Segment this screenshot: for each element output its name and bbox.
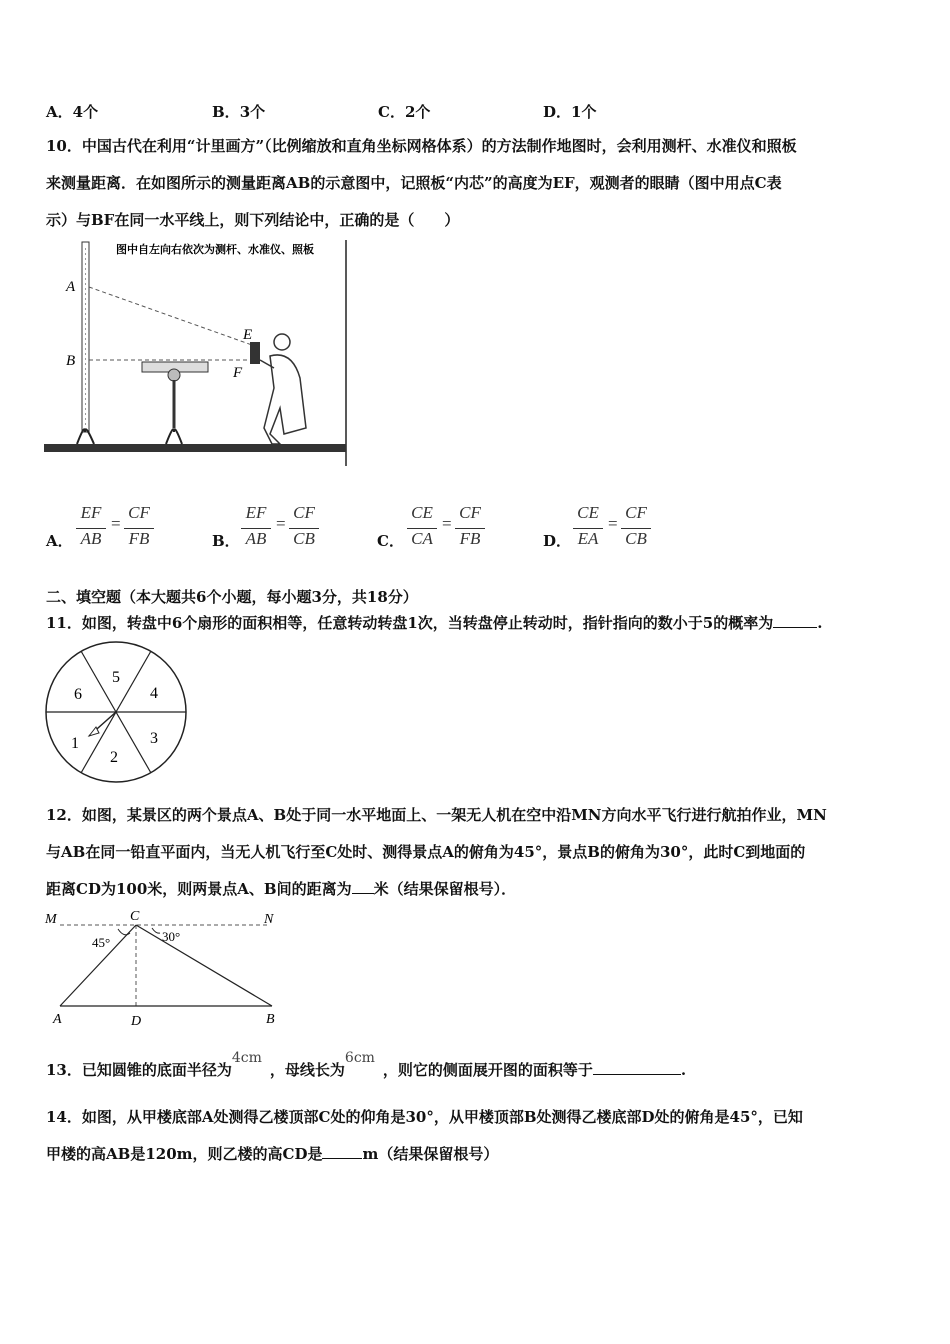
label-m: M (45, 912, 57, 927)
q10-line-1: 10．中国古代在利用“计里画方”（比例缩放和直角坐标网格体系）的方法制作地图时，会利用测杆、水准仪和照板 (46, 137, 797, 155)
option-letter: B． (212, 532, 240, 550)
denominator: AB (245, 529, 267, 548)
option-text: 2个 (404, 103, 431, 121)
equals-sign: = (111, 514, 121, 533)
q10-measurement-figure (44, 238, 350, 468)
q13-text: 13．已知圆锥的底面半径为 (46, 1061, 232, 1079)
q14-text-end: m（结果保留根号） (362, 1145, 499, 1163)
q12-text-end: 米（结果保留根号）． (373, 880, 517, 898)
option-letter: A． (46, 103, 73, 121)
label-c: C (130, 909, 140, 924)
ground (44, 444, 346, 452)
option-text: 4个 (72, 103, 99, 121)
answer-blank (773, 627, 817, 628)
numerator: CF (293, 503, 315, 522)
q13-line (46, 1050, 687, 1081)
q10-line-2: 来测量距离．在如图所示的测量距离AB的示意图中，记照板“内芯”的高度为EF，观测者的眼睛（图中用点C表 (46, 174, 782, 192)
q9-option-d (543, 101, 596, 122)
sector-label: 3 (150, 730, 158, 747)
q12-text: 距离CD为100米，则两景点A、B间的距离为 (46, 880, 352, 898)
q10-line-3: 示）与BF在同一水平线上，则下列结论中，正确的是（ ） (46, 211, 460, 229)
slant-height-value: 6cm (344, 1050, 375, 1066)
q12-drone-figure (44, 906, 284, 1030)
angle-label-45: 45° (92, 935, 111, 950)
denominator: EA (577, 529, 599, 548)
option-text: 3个 (239, 103, 266, 121)
q9-option-a (46, 101, 98, 122)
observer-figure (260, 334, 306, 444)
sector-label: 1 (71, 735, 79, 752)
sector-label: 6 (74, 686, 82, 703)
q11-end: . (817, 614, 823, 632)
denominator: AB (80, 529, 102, 548)
denominator: CB (625, 529, 647, 548)
answer-blank (352, 893, 374, 894)
angle-label-30: 30° (162, 929, 181, 944)
q11-spinner-figure (44, 641, 188, 785)
numerator: CE (577, 503, 599, 522)
q12-line-2: 与AB在同一铅直平面内，当无人机飞行至C处时、测得景点A的俯角为45°，景点B的俯角为30°，此时C到地面的 (46, 843, 806, 861)
line-cb (136, 925, 272, 1006)
q12-line-3 (46, 879, 516, 899)
label-a: A (53, 1012, 62, 1027)
numerator: CF (459, 503, 481, 522)
pole-base (77, 429, 94, 444)
equals-sign: = (442, 514, 452, 533)
equals-sign: = (276, 514, 286, 533)
radius-value: 4cm (231, 1050, 262, 1066)
denominator: CB (293, 529, 315, 548)
q11-text (46, 613, 822, 633)
numerator: CF (128, 503, 150, 522)
label-d: D (131, 1014, 142, 1029)
sighting-board (250, 342, 260, 364)
q13-text: ，则它的侧面展开图的面积等于 (382, 1061, 593, 1079)
q9-option-b (212, 101, 265, 122)
q11-question: 11．如图，转盘中6个扇形的面积相等，任意转动转盘1次，当转盘停止转动时，指针指向的数小于5的概率为 (46, 614, 774, 632)
option-letter: C． (378, 103, 405, 121)
section-heading: 二、填空题（本大题共6个小题，每小题3分，共18分） (46, 588, 418, 606)
label-a: A (66, 279, 76, 295)
q13-text: ，母线长为 (269, 1061, 345, 1079)
denominator: CA (411, 529, 433, 548)
sector-label: 2 (110, 749, 118, 766)
numerator: EF (245, 503, 267, 522)
answer-blank (593, 1074, 681, 1075)
angle-arc-45 (118, 929, 130, 935)
option-letter: D． (543, 532, 572, 550)
denominator: FB (128, 529, 150, 548)
option-text: 1个 (571, 103, 597, 121)
figure-caption: 图中自左向右依次为测杆、水准仪、照板 (116, 243, 314, 256)
level-head (168, 369, 180, 381)
equals-sign: = (608, 514, 618, 533)
sector-label: 4 (150, 685, 158, 702)
line-a-to-e (89, 287, 252, 345)
label-e: E (243, 327, 253, 343)
label-b: B (266, 1012, 275, 1027)
q13-end: . (680, 1061, 687, 1079)
q14-text: 甲楼的高AB是120m，则乙楼的高CD是 (46, 1145, 323, 1163)
numerator: CF (625, 503, 647, 522)
q12-line-1: 12．如图，某景区的两个景点A、B处于同一水平地面上、一架无人机在空中沿MN方向水平飞行进行航拍作业，MN (46, 806, 827, 824)
q14-line-2 (46, 1144, 498, 1164)
option-letter: A． (46, 532, 73, 550)
option-letter: C． (377, 532, 404, 550)
denominator: FB (459, 529, 481, 548)
option-letter: D． (543, 103, 572, 121)
numerator: EF (80, 503, 102, 522)
label-f: F (233, 365, 243, 381)
q14-line-1: 14．如图，从甲楼底部A处测得乙楼顶部C处的仰角是30°，从甲楼顶部B处测得乙楼底部D处的俯角是45°，已知 (46, 1108, 803, 1126)
angle-arc-30 (152, 928, 160, 933)
answer-blank (322, 1158, 362, 1159)
label-n: N (264, 912, 274, 927)
q9-option-c (378, 101, 430, 122)
numerator: CE (411, 503, 433, 522)
level-base (166, 429, 182, 444)
option-letter: B． (212, 103, 240, 121)
label-b: B (66, 353, 76, 369)
sector-label: 5 (112, 669, 120, 686)
